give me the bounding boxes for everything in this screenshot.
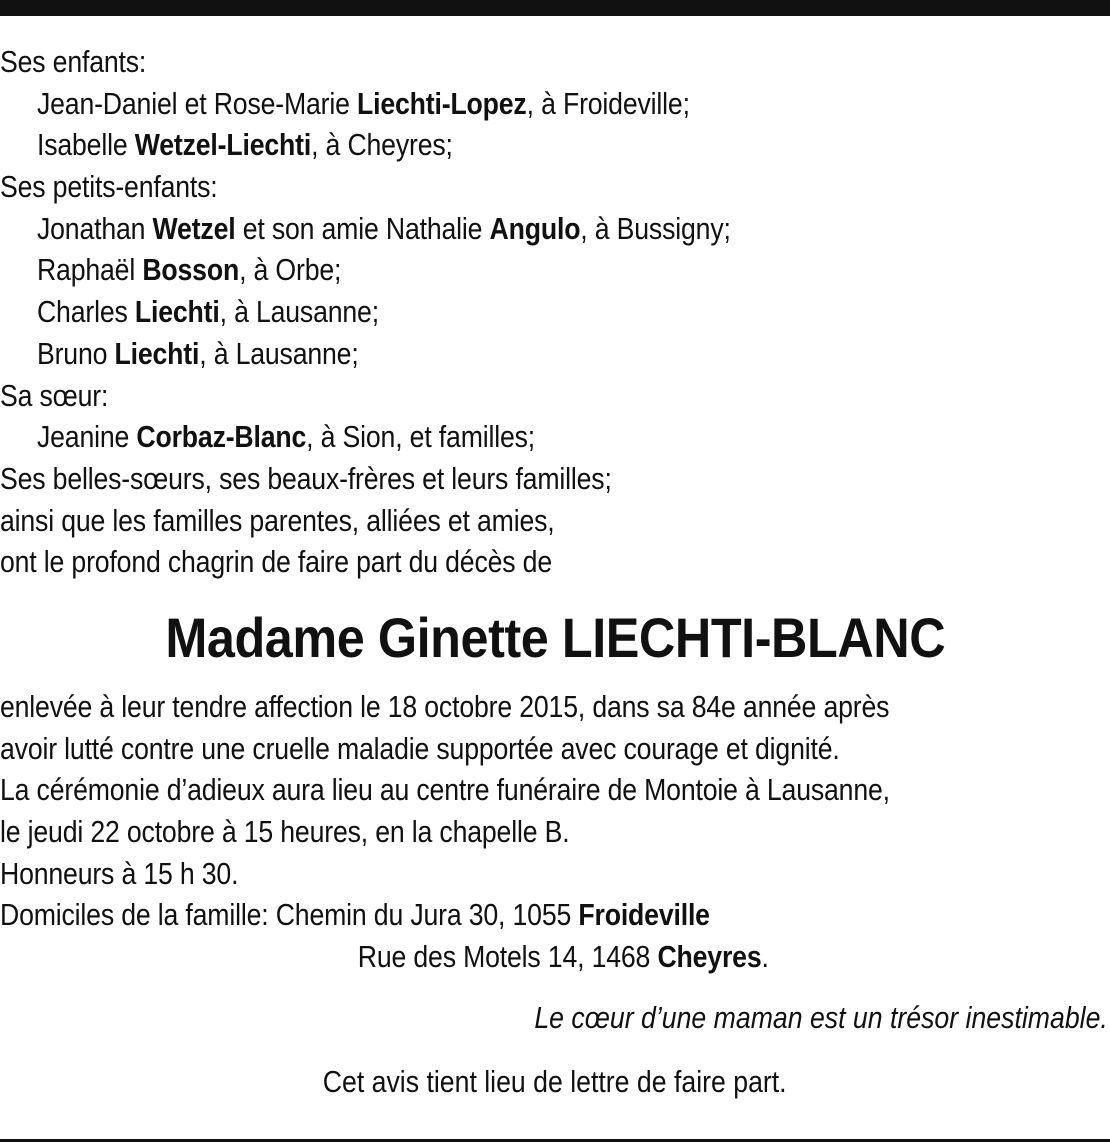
name-emphasis: Cheyres	[657, 939, 762, 975]
closing-text: Cet avis tient lieu de lettre de faire part.	[323, 1064, 787, 1099]
name-emphasis: Liechti	[134, 294, 220, 330]
text-segment: , à Bussigny;	[580, 210, 731, 246]
text-segment: Isabelle	[36, 127, 135, 163]
text-segment: , à Lausanne;	[219, 294, 379, 330]
text-line	[0, 249, 955, 291]
text-line	[0, 769, 955, 811]
text-segment: Jonathan	[36, 210, 153, 246]
text-segment: Ses belles-sœurs, ses beaux-frères et leurs familles;	[0, 460, 612, 496]
text-line	[0, 853, 955, 895]
text-line	[0, 333, 955, 375]
text-line	[0, 41, 955, 83]
name-emphasis: Bosson	[142, 252, 240, 288]
text-segment: ainsi que les familles parentes, alliées et amies,	[0, 502, 555, 538]
text-segment: Sa sœur:	[0, 377, 109, 413]
text-line	[0, 208, 955, 250]
text-line	[0, 811, 955, 853]
text-segment: , à Cheyres;	[311, 127, 453, 163]
text-segment: Ses petits-enfants:	[0, 169, 218, 205]
text-line	[0, 541, 955, 583]
text-segment: Honneurs à 15 h 30.	[0, 855, 239, 891]
memorial-quote: Le cœur d’une maman est un trésor inestimable.	[534, 1000, 1108, 1035]
text-segment: le jeudi 22 octobre à 15 heures, en la chapelle B.	[0, 814, 570, 850]
text-segment: et son amie Nathalie	[235, 210, 490, 246]
name-emphasis: Wetzel-Liechti	[134, 127, 312, 163]
name-emphasis: Wetzel	[152, 210, 236, 246]
text-segment: ont le profond chagrin de faire part du décès de	[0, 544, 552, 580]
text-line	[0, 936, 955, 978]
text-segment: Rue des Motels 14, 1468	[357, 939, 658, 975]
text-segment: Raphaël	[36, 252, 143, 288]
text-line	[0, 124, 955, 166]
text-segment: Domiciles de la famille: Chemin du Jura 30, 1055	[0, 897, 579, 933]
text-segment: , à Orbe;	[239, 252, 342, 288]
text-line	[0, 83, 955, 125]
text-segment: .	[761, 939, 769, 975]
ceremony-details	[0, 686, 1110, 978]
text-line	[0, 894, 955, 936]
text-segment: avoir lutté contre une cruelle maladie supportée avec courage et dignité.	[0, 730, 840, 766]
text-line	[0, 416, 955, 458]
text-line	[0, 291, 955, 333]
text-segment: Jean-Daniel et Rose-Marie	[36, 85, 358, 121]
family-list	[0, 41, 1110, 583]
name-emphasis: Corbaz-Blanc	[136, 419, 307, 455]
text-segment: , à Sion, et familles;	[306, 419, 536, 455]
text-line	[0, 686, 955, 728]
text-segment: Ses enfants:	[0, 44, 147, 79]
text-line	[0, 375, 955, 417]
bottom-rule	[0, 1139, 1110, 1142]
text-line	[0, 500, 955, 542]
name-emphasis: Liechti-Lopez	[357, 85, 527, 121]
top-rule	[0, 0, 1110, 16]
text-segment: Bruno	[36, 335, 115, 371]
deceased-name	[0, 605, 1110, 670]
text-line	[0, 728, 955, 770]
text-segment: enlevée à leur tendre affection le 18 octobre 2015, dans sa 84e année après	[0, 689, 890, 724]
text-segment: La cérémonie d’adieux aura lieu au centre funéraire de Montoie à Lausanne,	[0, 772, 890, 808]
text-segment: , à Froideville;	[526, 85, 690, 121]
closing-note	[0, 1064, 1110, 1100]
deceased-name-text: Madame Ginette LIECHTI-BLANC	[165, 606, 945, 669]
name-emphasis: Liechti	[114, 335, 200, 371]
text-line	[0, 166, 955, 208]
text-segment: , à Lausanne;	[199, 335, 359, 371]
name-emphasis: Froideville	[578, 897, 710, 933]
name-emphasis: Angulo	[489, 210, 581, 246]
text-line	[0, 458, 955, 500]
text-segment: Charles	[36, 294, 135, 330]
text-segment: Jeanine	[36, 419, 137, 455]
